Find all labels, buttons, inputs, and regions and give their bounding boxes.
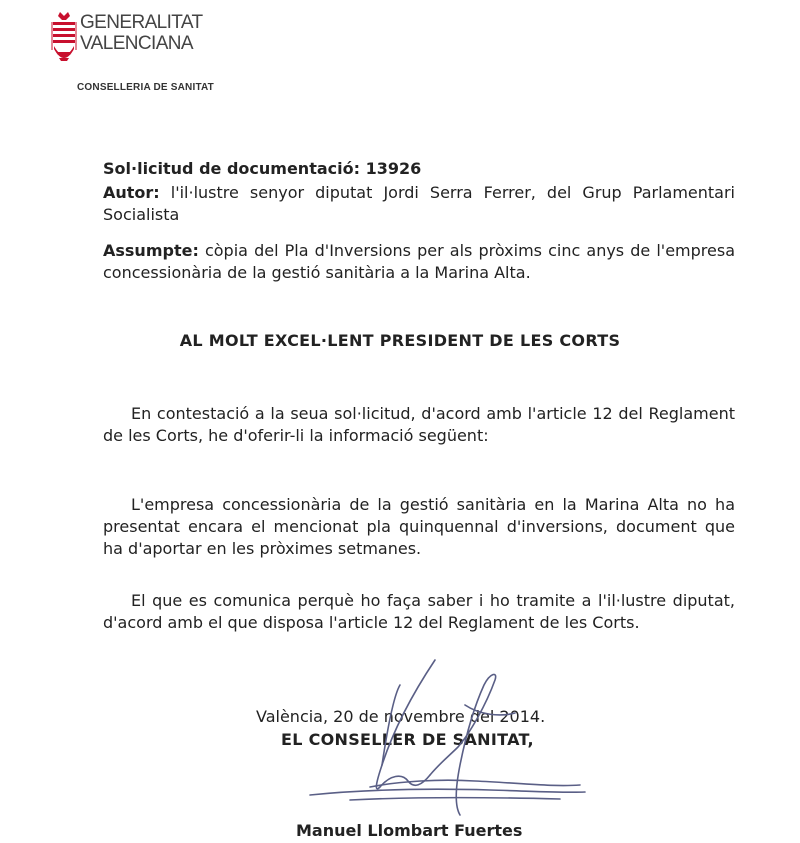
request-id-label: Sol·licitud de documentació: [103,159,360,178]
signer-title: EL CONSELLER DE SANITAT, [281,730,534,749]
request-author [103,182,735,226]
handwritten-signature-icon [290,655,590,830]
org-name-line2: VALENCIANA [80,33,193,54]
addressee-heading: AL MOLT EXCEL·LENT PRESIDENT DE LES CORTS [179,331,621,350]
generalitat-logo [50,10,250,70]
author-label: Autor: [103,183,160,202]
body-paragraph-2: L'empresa concessionària de la gestió sanitària en la Marina Alta no ha presentat encara el mencionat pla quinquennal d'inversions, document que ha d'aportar en les pròximes setmanes. [103,495,735,558]
closing-date: València, 20 de novembre del 2014. [256,707,546,726]
request-subject [103,240,735,284]
subject-text: còpia del Pla d'Inversions per als pròxims cinc anys de l'empresa concessionària de la gestió sanitària a la Marina Alta. [103,241,736,282]
author-text: l'il·lustre senyor diputat Jordi Serra Ferrer, del Grup Parlamentari Socialista [103,183,735,224]
signer-name: Manuel Llombart Fuertes [296,821,523,840]
body-paragraph-3: El que es comunica perquè ho faça saber i ho tramite a l'il·lustre diputat, d'acord amb el que disposa l'article 12 del Reglament de les Corts. [103,591,735,632]
request-id-value: 13926 [365,159,422,178]
body-paragraph-1: En contestació a la seua sol·licitud, d'acord amb l'article 12 del Reglament de les Corts, he d'oferir-li la informació següent: [103,404,735,445]
org-name-line1: GENERALITAT [80,12,203,33]
request-id [103,158,735,180]
subject-label: Assumpte: [103,241,199,260]
department-name: CONSELLERIA DE SANITAT [77,82,214,93]
generalitat-valenciana-crest-icon [50,10,78,66]
logo-wordmark [80,12,203,54]
